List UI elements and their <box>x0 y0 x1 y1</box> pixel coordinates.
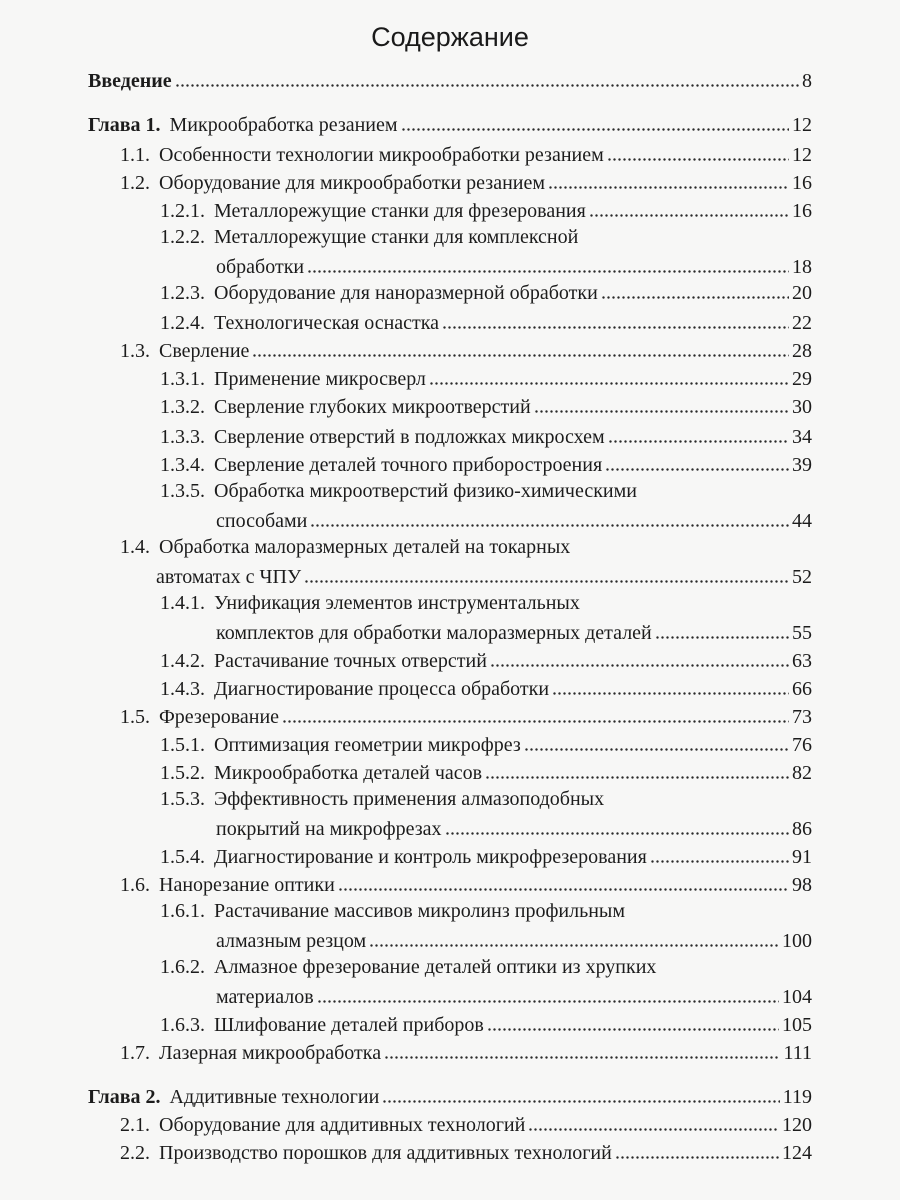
toc-entry-line <box>88 68 812 93</box>
toc-entry-title: Оптимизация геометрии микрофрез <box>214 734 521 756</box>
toc-entry-title: Технологическая оснастка <box>214 312 440 334</box>
toc-page-number: 104 <box>782 986 812 1008</box>
toc-entry-number: 1.5.1. <box>160 734 205 756</box>
toc-entry-line <box>160 732 812 757</box>
toc-entry-number: 1.5.3. <box>160 788 205 810</box>
toc-entry-line <box>88 112 812 137</box>
dot-leader <box>548 170 789 190</box>
toc-entry-continuation <box>156 564 812 589</box>
dot-leader <box>307 254 789 274</box>
toc-page-number: 29 <box>792 368 812 390</box>
toc-page-number: 100 <box>782 930 812 952</box>
dot-leader <box>442 310 789 330</box>
toc-entry-line <box>160 844 812 869</box>
toc-entry-line <box>160 648 812 673</box>
toc-entry-title-continuation: покрытий на микрофрезах <box>216 818 442 840</box>
dot-leader <box>608 424 789 444</box>
toc-entry-number: 2.2. <box>120 1142 150 1164</box>
toc-entry-line <box>160 366 812 391</box>
dot-leader <box>338 872 789 892</box>
toc-entry-title: Сверление <box>159 340 250 362</box>
dot-leader <box>607 142 789 162</box>
toc-entry-title: Диагностирование и контроль микрофрезерования <box>214 846 647 868</box>
toc-entry-line <box>160 480 637 503</box>
toc-entry-line <box>120 872 812 897</box>
dot-leader <box>490 648 789 668</box>
toc-entry-title: Сверление отверстий в подложках микросхем <box>214 426 605 448</box>
dot-leader <box>485 760 789 780</box>
toc-entry-continuation <box>216 984 812 1009</box>
toc-entry-number: 1.3.2. <box>160 396 205 418</box>
toc-entry-title: Сверление глубоких микроотверстий <box>214 396 531 418</box>
toc-entry-title: Оборудование для наноразмерной обработки <box>214 282 598 304</box>
toc-entry-title-continuation: обработки <box>216 256 305 278</box>
toc-page-number: 8 <box>802 70 812 92</box>
toc-page-number: 55 <box>792 622 812 644</box>
toc-page-number: 111 <box>783 1042 812 1064</box>
dot-leader <box>524 732 789 752</box>
toc-entry-title: Аддитивные технологии <box>169 1086 380 1108</box>
toc-entry-line <box>160 760 812 785</box>
dot-leader <box>304 564 789 584</box>
toc-entry-title-continuation: способами <box>216 510 308 532</box>
toc-entry-title: Особенности технологии микрообработки резанием <box>159 144 604 166</box>
toc-entry-number: 2.1. <box>120 1114 150 1136</box>
toc-entry-number: 1.3.5. <box>160 480 205 502</box>
toc-entry-number: 1.5.4. <box>160 846 205 868</box>
toc-page-number: 66 <box>792 678 812 700</box>
toc-entry-title: Оборудование для микрообработки резанием <box>159 172 546 194</box>
toc-entry-title: Обработка малоразмерных деталей на токарных <box>159 536 571 558</box>
toc-page-number: 39 <box>792 454 812 476</box>
toc-entry-title-continuation: материалов <box>216 986 314 1008</box>
toc-entry-line <box>120 170 812 195</box>
toc-entry-number: 1.4.2. <box>160 650 205 672</box>
dot-leader <box>382 1084 779 1104</box>
toc-entry-number: 1.2.2. <box>160 226 205 248</box>
toc-entry-line <box>120 338 812 363</box>
toc-entry-line <box>120 704 812 729</box>
dot-leader <box>252 338 789 358</box>
toc-entry-title: Производство порошков для аддитивных технологий <box>159 1142 612 1164</box>
toc-entry-line <box>120 1112 812 1137</box>
toc-entry-line <box>120 142 812 167</box>
toc-entry-title: Металлорежущие станки для фрезерования <box>214 200 586 222</box>
toc-entry-title: Лазерная микрообработка <box>159 1042 382 1064</box>
dot-leader <box>175 68 799 88</box>
toc-page-number: 34 <box>792 426 812 448</box>
toc-page-number: 91 <box>792 846 812 868</box>
toc-entry-number: 1.3. <box>120 340 150 362</box>
toc-entry-line <box>120 1140 812 1165</box>
toc-entry-line <box>160 424 812 449</box>
dot-leader <box>650 844 789 864</box>
toc-page-number: 98 <box>792 874 812 896</box>
toc-page-number: 16 <box>792 200 812 222</box>
toc-entry-number: 1.3.4. <box>160 454 205 476</box>
toc-entry-title: Растачивание точных отверстий <box>214 650 487 672</box>
toc-entry-title: Нанорезание оптики <box>159 874 335 896</box>
toc-entry-line <box>160 280 812 305</box>
dot-leader <box>429 366 789 386</box>
toc-page-number: 12 <box>792 144 812 166</box>
dot-leader <box>310 508 789 528</box>
toc-entry-number: 1.5. <box>120 706 150 728</box>
toc-page-number: 82 <box>792 762 812 784</box>
toc-entry-line <box>160 310 812 335</box>
toc-entry-continuation <box>216 620 812 645</box>
dot-leader <box>552 676 789 696</box>
toc-entry-number: 1.7. <box>120 1042 150 1064</box>
toc-entry-line <box>160 226 578 249</box>
toc-entry-number: 1.3.1. <box>160 368 205 390</box>
toc-entry-title: Сверление деталей точного приборостроения <box>214 454 603 476</box>
toc-entry-line <box>160 676 812 701</box>
toc-page-number: 22 <box>792 312 812 334</box>
dot-leader <box>655 620 789 640</box>
dot-leader <box>589 198 789 218</box>
toc-entry-number: 1.6.1. <box>160 900 205 922</box>
toc-entry-continuation <box>216 816 812 841</box>
dot-leader <box>615 1140 779 1160</box>
toc-entry-line <box>160 1012 812 1037</box>
dot-leader <box>282 704 789 724</box>
toc-page-number: 44 <box>792 510 812 532</box>
toc-page-number: 120 <box>782 1114 812 1136</box>
toc-entry-number: 1.2.1. <box>160 200 205 222</box>
toc-page-number: 30 <box>792 396 812 418</box>
toc-entry-title: Унификация элементов инструментальных <box>214 592 580 614</box>
toc-entry-number: 1.2. <box>120 172 150 194</box>
toc-entry-line <box>160 452 812 477</box>
toc-page-number: 76 <box>792 734 812 756</box>
toc-page-number: 86 <box>792 818 812 840</box>
toc-entry-title: Микрообработка деталей часов <box>214 762 483 784</box>
toc-entry-number: 1.4.3. <box>160 678 205 700</box>
toc-entry-number: 1.6. <box>120 874 150 896</box>
dot-leader <box>534 394 789 414</box>
toc-entry-title: Эффективность применения алмазоподобных <box>214 788 605 810</box>
toc-entry-number: 1.1. <box>120 144 150 166</box>
toc-entry-line <box>160 394 812 419</box>
toc-entry-line <box>160 198 812 223</box>
toc-entry-title: Шлифование деталей приборов <box>214 1014 484 1036</box>
toc-entry-number: 1.2.4. <box>160 312 205 334</box>
toc-entry-title-continuation: комплектов для обработки малоразмерных деталей <box>216 622 652 644</box>
toc-entry-line <box>88 1084 812 1109</box>
toc-entry-title: Оборудование для аддитивных технологий <box>159 1114 526 1136</box>
toc-entry-title-continuation: алмазным резцом <box>216 930 367 952</box>
toc-entry-line <box>160 592 580 615</box>
toc-entry-title: Диагностирование процесса обработки <box>214 678 550 700</box>
toc-entry-title: Микрообработка резанием <box>169 114 398 136</box>
toc-entry-line <box>160 956 656 979</box>
toc-entry-number: 1.2.3. <box>160 282 205 304</box>
toc-page-number: 20 <box>792 282 812 304</box>
toc-entry-title: Алмазное фрезерование деталей оптики из хрупких <box>214 956 657 978</box>
toc-entry-title: Растачивание массивов микролинз профильным <box>214 900 626 922</box>
toc-entry-title-continuation: автоматах с ЧПУ <box>156 566 302 588</box>
toc-page-number: 124 <box>782 1142 812 1164</box>
dot-leader <box>601 280 789 300</box>
toc-entry-title: Фрезерование <box>159 706 280 728</box>
toc-entry-number: Глава 1. <box>88 114 161 136</box>
toc-page-number: 28 <box>792 340 812 362</box>
toc-page-number: 73 <box>792 706 812 728</box>
toc-entry-number: 1.6.3. <box>160 1014 205 1036</box>
page-title: Содержание <box>371 22 529 52</box>
toc-entry-title: Введение <box>88 70 172 92</box>
toc-entry-continuation <box>216 928 812 953</box>
toc-entry-line <box>120 1040 812 1065</box>
toc-entry-title: Обработка микроотверстий физико-химическими <box>214 480 637 502</box>
dot-leader <box>401 112 789 132</box>
toc-entry-title: Металлорежущие станки для комплексной <box>214 226 579 248</box>
toc-page-number: 12 <box>792 114 812 136</box>
toc-entry-number: 1.4.1. <box>160 592 205 614</box>
toc-page-number: 18 <box>792 256 812 278</box>
dot-leader <box>445 816 789 836</box>
toc-entry-number: 1.5.2. <box>160 762 205 784</box>
toc-entry-number: 1.4. <box>120 536 150 558</box>
toc-entry-continuation <box>216 254 812 279</box>
dot-leader <box>528 1112 779 1132</box>
toc-page-number: 52 <box>792 566 812 588</box>
toc-page-number: 119 <box>782 1086 812 1108</box>
toc-entry-continuation <box>216 508 812 533</box>
toc-entry-line <box>160 900 625 923</box>
toc-entry-number: 1.6.2. <box>160 956 205 978</box>
toc-page-number: 16 <box>792 172 812 194</box>
dot-leader <box>317 984 779 1004</box>
dot-leader <box>487 1012 779 1032</box>
dot-leader <box>384 1040 780 1060</box>
toc-page-number: 105 <box>782 1014 812 1036</box>
dot-leader <box>605 452 789 472</box>
toc-entry-number: Глава 2. <box>88 1086 161 1108</box>
toc-entry-line <box>160 788 604 811</box>
dot-leader <box>369 928 779 948</box>
toc-entry-number: 1.3.3. <box>160 426 205 448</box>
toc-page-number: 63 <box>792 650 812 672</box>
toc-entry-line <box>120 536 570 559</box>
toc-entry-title: Применение микросверл <box>214 368 426 390</box>
